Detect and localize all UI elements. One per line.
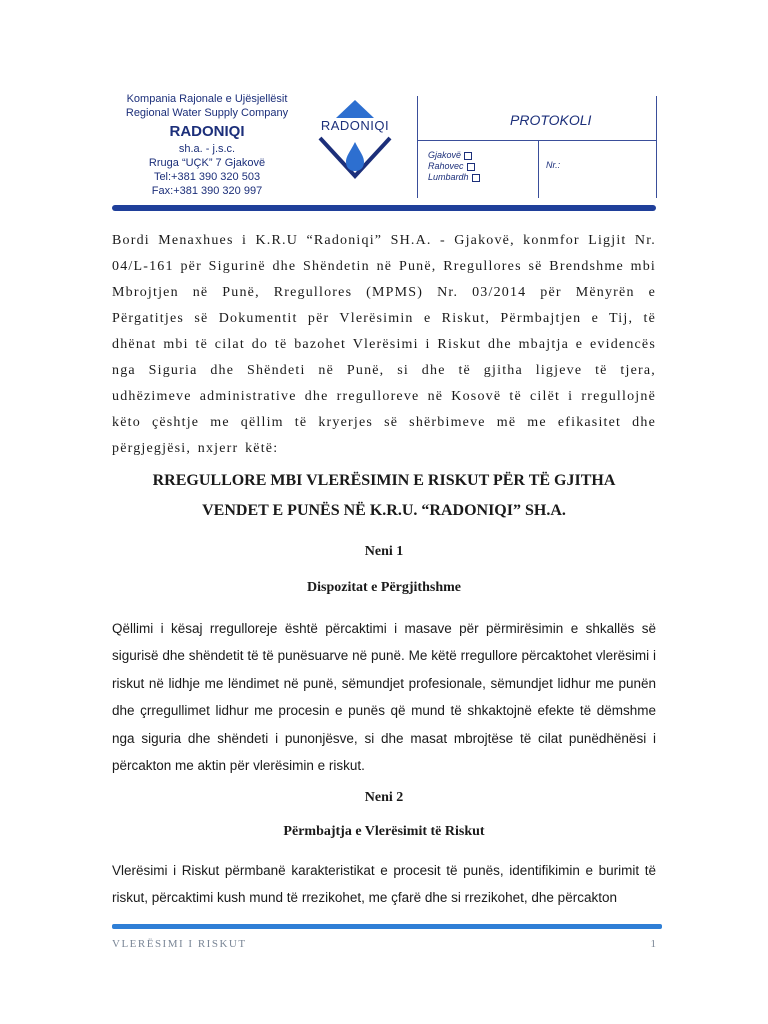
footer-divider-bar — [112, 924, 662, 929]
protocol-vertical-divider — [538, 140, 539, 198]
location-label: Gjakovë — [428, 150, 462, 160]
location-row — [428, 150, 480, 161]
company-line1: Kompania Rajonale e Ujësjellësit — [126, 93, 288, 105]
protocol-box — [417, 96, 657, 198]
company-type: sh.a. - j.s.c. — [178, 143, 236, 155]
header-divider-bar — [112, 205, 656, 211]
company-tel: Tel:+381 390 320 503 — [153, 171, 261, 183]
article-2-subheading: Përmbajtja e Vlerësimit të Riskut — [283, 824, 485, 839]
location-checkboxes — [428, 150, 480, 183]
company-fax: Fax:+381 390 320 997 — [151, 185, 263, 197]
location-label: Lumbardh — [428, 172, 469, 182]
location-label: Rahovec — [428, 161, 464, 171]
article-2-text: Vlerësimi i Riskut përmbanë karakteristikat e procesit të punës, identifikimin e burimit të riskut, përcaktimi kush mund të rrezikohet, me çfarë dhe si rrezikohet, dhe përcakton — [112, 863, 656, 906]
company-name: RADONIQI — [169, 123, 245, 140]
checkbox-icon — [472, 174, 480, 182]
footer-running-title: VLERËSIMI I RISKUT — [112, 938, 247, 950]
document-title-line2: VENDET E PUNËS NË K.R.U. “RADONIQI” SH.A. — [202, 502, 566, 519]
logo-text: RADONIQI — [320, 118, 390, 133]
water-drop-logo-icon — [314, 98, 396, 182]
page-number: 1 — [650, 938, 656, 950]
company-line2: Regional Water Supply Company — [125, 107, 289, 119]
article-1-heading: Neni 1 — [364, 544, 404, 559]
letterhead — [112, 84, 656, 212]
radoniqi-logo — [314, 98, 396, 182]
checkbox-icon — [467, 163, 475, 171]
article-2-heading: Neni 2 — [364, 790, 404, 805]
checkbox-icon — [464, 152, 472, 160]
company-info — [112, 92, 302, 198]
number-label: Nr.: — [546, 160, 561, 170]
article-1-subheading: Dispozitat e Përgjithshme — [307, 580, 461, 595]
protocol-divider — [418, 140, 656, 141]
article-1-text: Qëllimi i kësaj rregulloreje është përcaktimi i masave për përmirësimin e shkallës së sigurisë dhe shëndetit të të punësuarve në punë. Me këtë rregullore përcaktohet vlerësimi i riskut në lidhje me lëndimet në punë, sëmundjet profesionale, sëmundjet lidhur me punën dhe çrregullimet lidhur me procesin e punës që mund të shkaktojnë efekte të dëmshme nga siguria dhe shëndeti i punonjësve, si dhe masat mbrojtëse të cilat punëdhënësi i përcakton me aktin për vlerësimin e riskut. — [112, 621, 656, 774]
protocol-title: PROTOKOLI — [510, 112, 592, 128]
location-row — [428, 161, 480, 172]
location-row — [428, 172, 480, 183]
intro-paragraph: Bordi Menaxhues i K.R.U “Radoniqi” SH.A. - Gjakovë, konmfor Ligjit Nr. 04/L-161 për Sigurinë dhe Shëndetin në Punë, Rregullores së Brendshme mbi Mbrojtjen në Punë, Rregullores (MPMS) Nr. 03/2014 për Mënyrën e Përgatitjes së Dokumentit për Vlerësimin e Riskut, Përmbajtjen e Tij, të dhënat mbi të cilat do të bazohet Vlerësimi i Riskut dhe mbajtja e evidencës nga Siguria dhe Shëndeti në Punë, si dhe të gjitha ligjeve të tjera, udhëzimeve administrative dhe rregulloreve në Kosovë të cilët i rregullojnë këto çështje me qëllim të kryerjes së shërbimeve më me efikasitet dhe përgjegjësi, nxjerr këtë: — [112, 233, 656, 456]
company-address: Rruga “UÇK” 7 Gjakovë — [148, 157, 266, 169]
document-title-line1: RREGULLORE MBI VLERËSIMIN E RISKUT PËR TË GJITHA — [152, 472, 616, 489]
